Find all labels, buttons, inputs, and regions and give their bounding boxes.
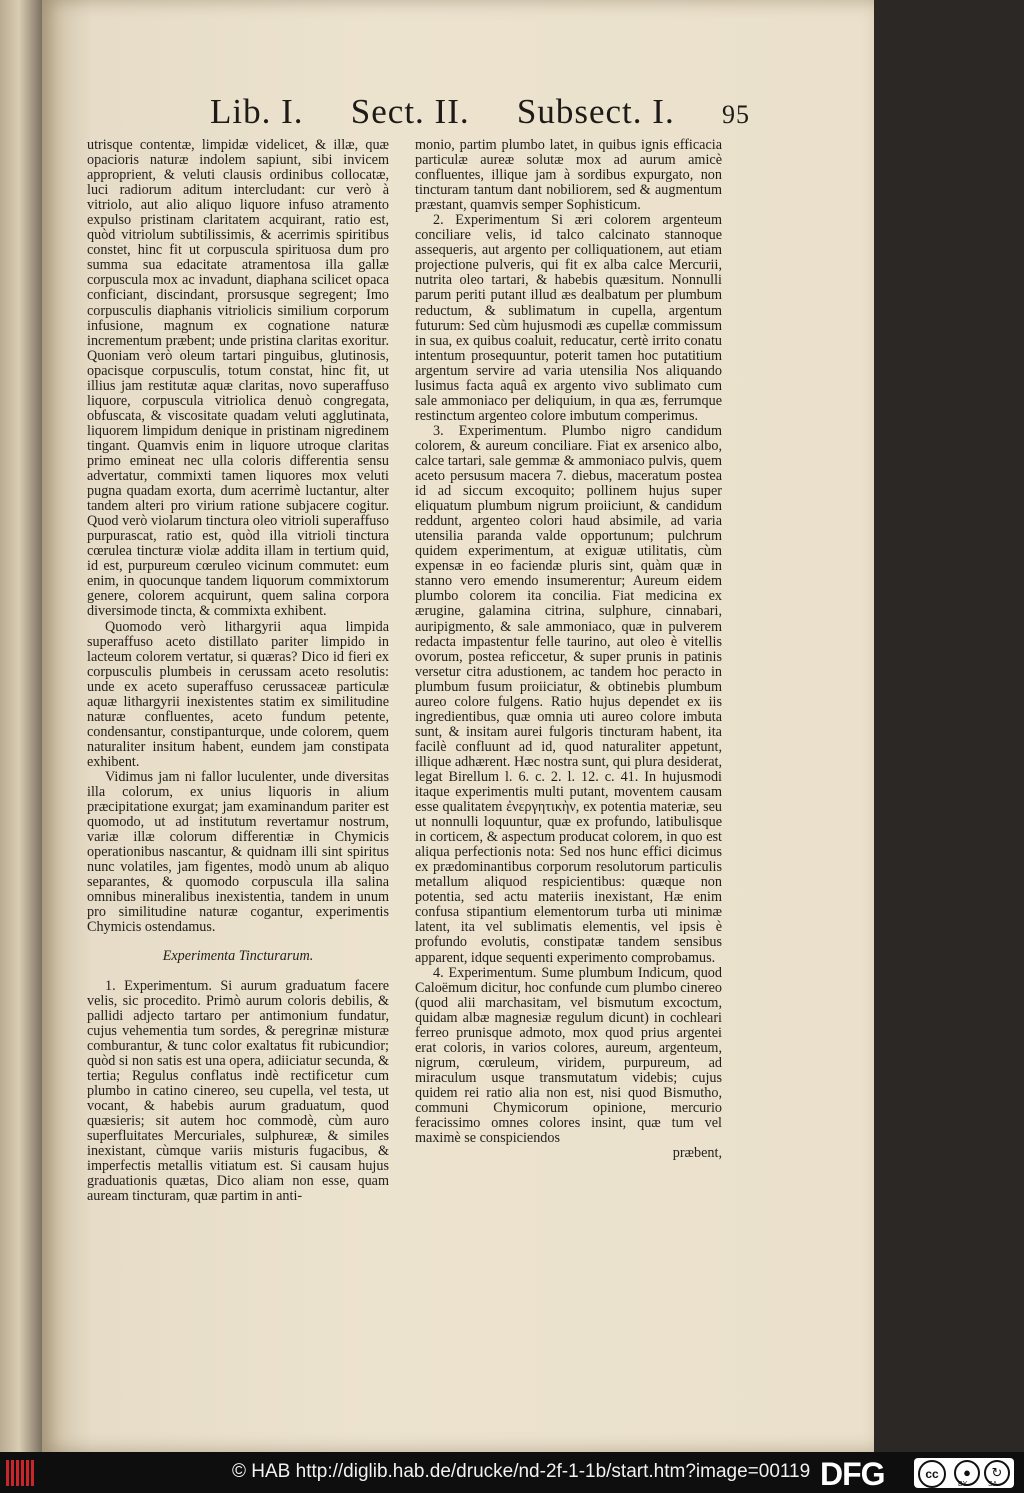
section-heading: Experimenta Tincturarum. (162, 948, 314, 965)
paragraph: utrisque contentæ, limpidæ videlicet, & illæ, quæ opacioris naturæ indolem sapiunt, sibi invicem approprient, & veluti clausis ordinibus collocatæ, luci radiorum aditum intercludant: cur verò à vitriolo, aut alio aliquo liquore infuso atramento expulso pristinam claritatem acquirant, ratio est, quòd vitriolum subtilissimis, & acerrimis spiritibus constet, hinc fit ut corpuscula spirituosa dum pro summa sua edacitate atramentosa illa gallæ corpuscula mox ac invadunt, diaphana scilicet opaca conficiant, discindant, prorsusque segregent; Imo corpusculis diaphanis vitriolicis similium corporum infusione, magnum ex cognatione naturæ incrementum præbent; unde pristina claritas exoritur. Quoniam verò oleum tartari pinguibus, glutinosis, opacisque corpusculis, totum constat, hinc fit, ut illius jam restitutæ aquæ claritas, novo superaffuso liquore, corpuscula vitriolica denuò congregata, obfuscata, & viscositate quadam veluti agglutinata, liquorem limpidum denique in pristinam nigredinem tingant. Quamvis enim in liquore utroque claritas primo emineat nec ulla coloris differentia sensu advertatur, commixti tamen liquores mox veluti pugna quadam exorta, dum acerrimè luctantur, alter tandem alteri pro virium ratione subjacere cogitur. Quod verò violarum tinctura oleo vitrioli superaffuso purpurascat, ratio est, quòd illa vitrioli tinctura cœrulea tincturæ violæ addita illam in tertium quid, id est, purpureum cœruleo vicinum commutet: eum enim, in quocunque tandem liquorum commixtorum genere, colorem acquirunt, quem salina corpora diversimode tincta, & commixta exhibent. (87, 137, 389, 620)
share-alike-icon: ↻ (984, 1460, 1010, 1486)
paragraph: Vidimus jam ni fallor luculenter, unde diversitas illa colorum, ex unius liquoris in alium præcipitatione exurgat; jam examinandum pariter est quomodo, ut ad institutum revertamur nostrum, variæ illæ colorum differentiæ in Chymicis operationibus nascantur, & quidnam illi sint spiritus nunc volatiles, jam figentes, modò unum ab aliquo separantes, & quomodo corpuscula illa salina omnibus mineralibus inexistentia, tandem in unum pro similitudine naturæ cogantur, experimentis Chymicis ostendamus. (87, 768, 389, 936)
credit-link[interactable]: © HAB http://diglib.hab.de/drucke/nd-2f-1-1b/start.htm?image=00119 (232, 1461, 811, 1482)
page-number: 95 (721, 100, 750, 129)
dfg-logo: DFG (820, 1456, 885, 1492)
cc-license-badge[interactable] (914, 1458, 1014, 1488)
paragraph: 4. Experimentum. Sume plumbum Indicum, quod Caloëmum dicitur, hoc confunde cum plumbo cinereo (quod alii marchasitam, vel bismutum excoctum, quidam albæ magnesiæ regulum dicunt) in cochleari ferreo prunisque admoto, mox quod prius argentei erat coloris, in varios colores, aureum, argenteum, nigrum, cœruleum, viridem, purpureum, ad miraculum usque transmutatum videbis; cujus quidem rei ratio alia non est, nisi quod Bismutho, communi Chymicorum opinione, mercurio feracissimo omnes colores insint, quæ tum vel maximè se conspiciendos (415, 964, 722, 1147)
sa-label: SA (988, 1481, 998, 1488)
running-header (210, 92, 750, 132)
cc-icon: cc (918, 1460, 946, 1488)
paragraph: 2. Experimentum Si æri colorem argenteum conciliare velis, id talco calcinato stannoque assequeris, aut argento per colliquationem, aut etiam projectione pulveris, qui fit ex alba calce Mercurii, nutrita oleo tartari, & habebis quæsitum. Nonnulli parum periti putant illud æs dealbatum per plumbum reductum, & sublimatum in cupella, argentum futurum: Sed cùm hujusmodi æs cupellæ commissum in sua, ex quibus coaluit, reducatur, certè irrito conatu intentum prosequuntur, poterit tamen hoc putatitium argentum servire ad varia utensilia Nos aliquando lusimus facta aquâ ex argento vivo sublimato cum sale ammoniaco per deliquium, in qua æs, ferrumque restinctum argenteo colore imbutum comperimus. (415, 212, 722, 424)
catchword: præbent, (672, 1145, 722, 1162)
by-person-icon: ● (954, 1460, 980, 1486)
header-subsect: Subsect. I. (516, 92, 675, 131)
paragraph: 3. Experimentum. Plumbo nigro candidum colorem, & aureum conciliare. Fiat ex arsenico albo, calce tartari, sale gemmæ & ammoniaco pulvis, quem aceto persusum macera 7. diebus, maceratum postea id ad siccum excoquito; pollinem hujus super eliquatum plumbum nigrum proiiciunt, & candidum reddunt, argenteo colori haud absimile, ad varia utensilia paranda valde opportunum; pulchrum quidem experimentum, at exiguæ utilitatis, cùm expensæ in eo faciendæ pluris sint, quàm quæ in stanno vero emendo insumerentur; Aureum eidem plumbo colorem ita concilia. Fiat medicina ex ærugine, galamina citrina, sulphure, cinnabari, auripigmento, & sale ammoniaco, quæ in pulverem redacta impastentur felle taurino, aut oleo è vitellis ovorum, postea reficcetur, & super prunis in patinis versetur citra adustionem, ac tandem hoc peracto in plumbum fusum proiiciatur, & obtinebis plumbum aureo colore fulgens. Ratio hujus dependet ex iis ingredientibus, quæ omnia uti aureo colore imbuta sunt, & insitam aurei fulgoris tincturam habent, ita facilè confluunt ad id, quod naturaliter appetunt, illique adhærent. Hæc nostra sunt, qui plura desiderat, legat Birellum l. 6. c. 2. l. 12. c. 41. In hujusmodi itaque experimentis multi putant, moventem causam esse qualitatem ἐνεργητικὴν, ex potentia materiæ, seu ut nonnulli loquuntur, quæ ex profundo, latibulisque in corticem, & aspectum producat colorem, in quo est aliqua perfectionis nota: Sed nos hunc effici dicimus ex prædominantibus corporum resolutorum particulis metallum aliquod respicientibus: quæque non potentia, sed actu materiis inexistant, Hæ enim confusa stipantium elementorum turba uti minimæ latent, ita vel sublimatis elementis, vel ipsis è profundo evolutis, constipatæ tandem sensibus apparent, idque sequenti experimento comprobamus. (415, 422, 722, 966)
hab-logo-icon (6, 1460, 36, 1486)
header-lib: Lib. I. (210, 92, 304, 131)
paragraph: Quomodo verò lithargyrii aqua limpida superaffuso aceto distillato pariter limpido in lacteum colorem vertatur, si quæras? Dico id fieri ex corpusculis plumbeis in cerussam aceto resolutis: unde ex aceto superaffuso cerussaceæ particulæ aquæ lithargyrii inexistentes statim ex similitudine naturæ confluentes, aceto fundum petente, condensantur, constipanturque, unde colorem, quem naturaliter insitum habent, eundem jam constipata exhibent. (87, 618, 389, 770)
paragraph: 1. Experimentum. Si aurum graduatum facere velis, sic procedito. Primò aurum coloris debilis, & pallidi adjecto tartaro per antimonium fundatur, cujus vehementia tum sordes, & peregrinæ misturæ comburantur, & tunc color exaltatus fit rubicundior; quòd si non satis est una opera, adiiciatur secunda, & tertia; Regulus conflatus indè rectificetur cum plumbo in catino cinereo, seu cupella, vel testa, ut vocant, & habebis aurum graduatum, quod quæsieris; sit autem hoc commodè, cùm auro superfluitates Mercuriales, sulphureæ, & similes inexistant, cùmque variis misturis fugacibus, & imperfectis metallis vitiatum est. Si causam hujus graduationis quætas, Dico aliam non esse, quam auream tincturam, quæ partim in anti- (87, 977, 389, 1205)
text-column-right (415, 138, 722, 1161)
viewer-footer (0, 1452, 1024, 1493)
paragraph: monio, partim plumbo latet, in quibus ignis efficacia particulæ aureæ solutæ mox ad aurum amicè confluentes, illique jam à sordibus expurgato, non tincturam tantum dant nobiliorem, sed & augmentum præstant, quamvis semper Sophisticum. (415, 137, 722, 214)
header-sect: Sect. II. (350, 92, 470, 131)
scan-margin-right (874, 0, 1024, 1452)
by-label: BY (958, 1481, 968, 1488)
text-column-left (87, 138, 389, 1204)
left-page-edge (0, 0, 42, 1452)
